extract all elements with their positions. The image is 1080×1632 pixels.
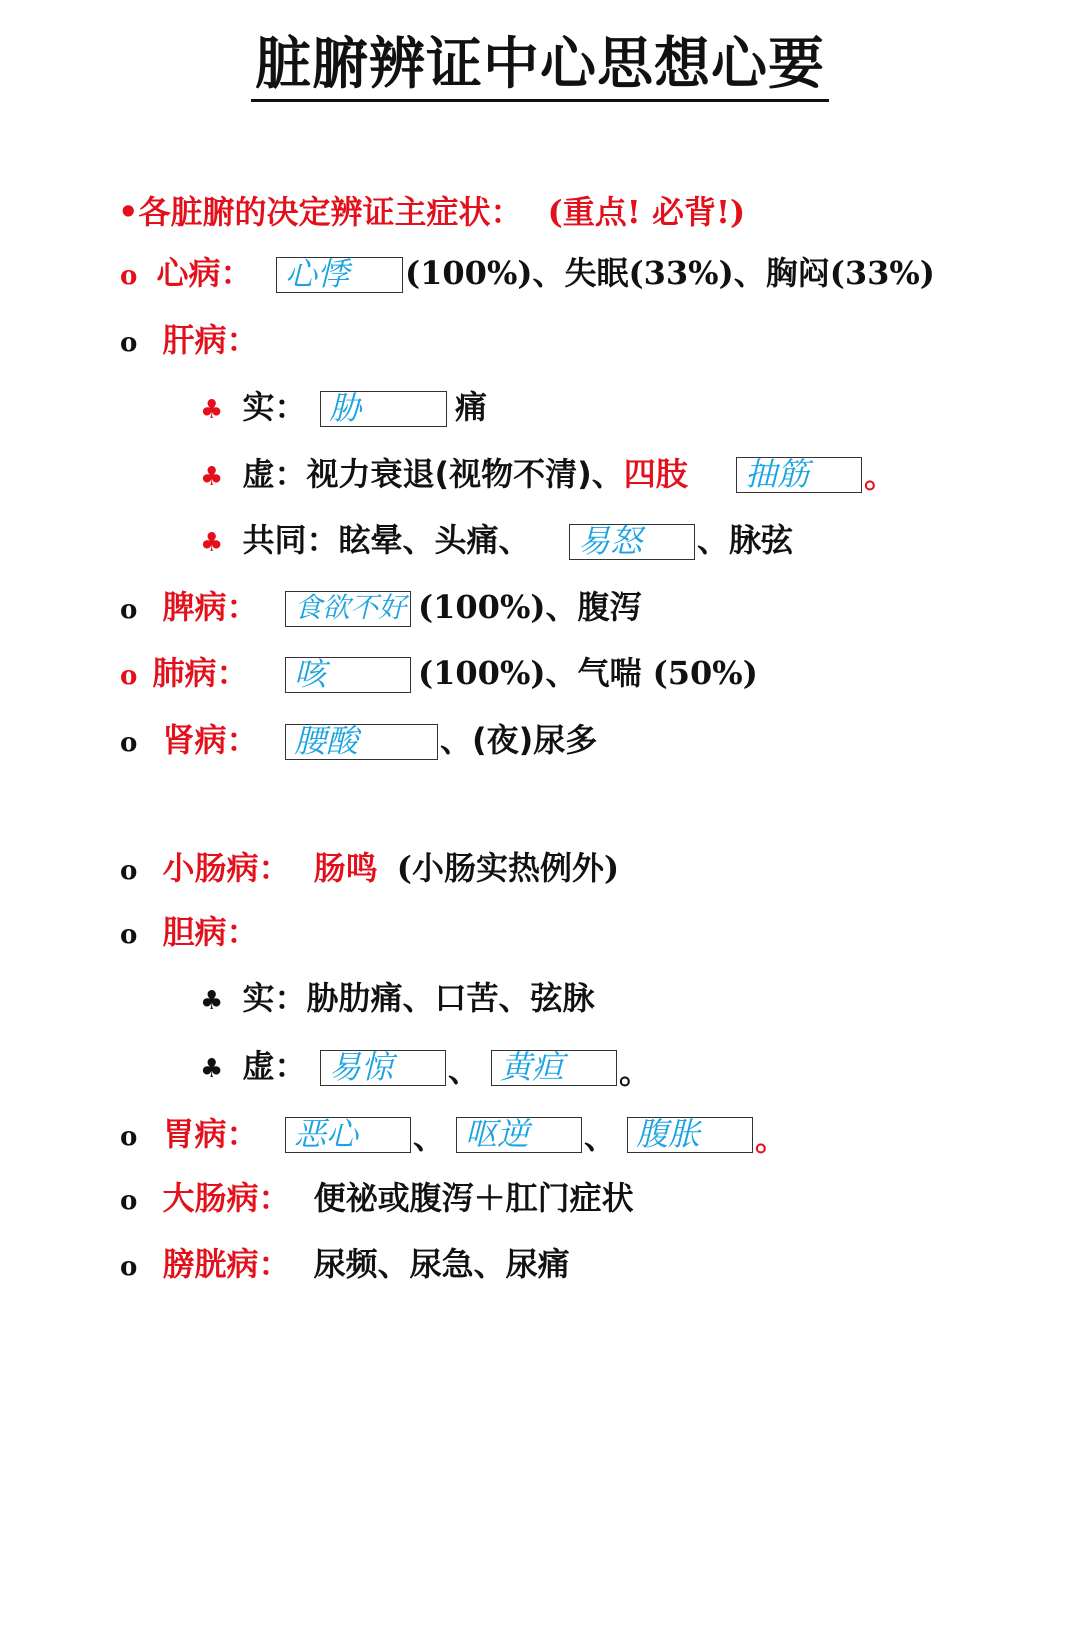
stomach-answer-2: 呕逆 bbox=[465, 1115, 530, 1153]
stomach-answer-3: 腹胀 bbox=[636, 1115, 701, 1153]
heart-rest: (100%)、失眠(33%)、胸闷(33%) bbox=[405, 254, 935, 292]
liver-shi-label: 实： bbox=[242, 388, 307, 426]
stomach-answer-box-1 bbox=[285, 1117, 411, 1153]
stomach-sep-2: 、 bbox=[584, 1118, 617, 1156]
heading-note: (重点! 必背!) bbox=[547, 193, 746, 231]
bullet-marker: o bbox=[120, 1186, 138, 1216]
spleen-label: 脾病： bbox=[162, 588, 259, 626]
large-intestine-row bbox=[120, 1178, 634, 1221]
gallbladder-shi-label: 实： bbox=[242, 979, 307, 1017]
liver-label: 肝病： bbox=[162, 321, 259, 359]
bullet-marker: o bbox=[120, 920, 138, 950]
stomach-sep-1: 、 bbox=[413, 1118, 446, 1156]
small-intestine-row bbox=[120, 848, 619, 891]
gallbladder-shi-row bbox=[200, 978, 594, 1021]
club-icon: ♣ bbox=[200, 1054, 224, 1084]
club-icon: ♣ bbox=[200, 462, 224, 492]
lung-rest: (100%)、气喘 (50%) bbox=[418, 654, 758, 692]
spleen-row bbox=[120, 587, 259, 630]
kidney-row bbox=[120, 720, 259, 763]
bullet-marker: o bbox=[120, 728, 138, 758]
liver-common-text: 眩晕、头痛、 bbox=[338, 521, 531, 559]
lung-label: 肺病： bbox=[152, 654, 249, 692]
stomach-answer-box-3 bbox=[627, 1117, 753, 1153]
gallbladder-xu-answer-box-1 bbox=[320, 1050, 446, 1086]
heading-text: 各脏腑的决定辨证主症状： bbox=[138, 193, 523, 231]
kidney-label: 肾病： bbox=[162, 721, 259, 759]
gallbladder-row bbox=[120, 912, 259, 955]
bullet-marker: o bbox=[120, 661, 138, 691]
gallbladder-xu-sep: 、 bbox=[448, 1051, 481, 1089]
heart-answer-box bbox=[276, 257, 403, 293]
liver-shi-answer-box bbox=[320, 391, 447, 427]
gallbladder-xu-label: 虚： bbox=[242, 1047, 307, 1085]
club-icon: ♣ bbox=[200, 986, 224, 1016]
bullet-marker: o bbox=[120, 856, 138, 886]
spleen-answer-box bbox=[285, 591, 411, 627]
kidney-rest: 、(夜)尿多 bbox=[440, 721, 598, 759]
small-intestine-red: 肠鸣 bbox=[313, 849, 378, 887]
stomach-answer-box-2 bbox=[456, 1117, 582, 1153]
gallbladder-xu-answer-2: 黄疸 bbox=[500, 1048, 565, 1086]
liver-common-row bbox=[200, 520, 530, 563]
gallbladder-xu-answer-box-2 bbox=[491, 1050, 617, 1086]
heart-label: 心病： bbox=[156, 254, 253, 292]
gallbladder-xu-end: 。 bbox=[619, 1053, 652, 1091]
liver-xu-text: 视力衰退(视物不清)、 bbox=[306, 455, 624, 493]
liver-row bbox=[120, 320, 259, 363]
bladder-row bbox=[120, 1244, 570, 1287]
bullet-marker: o bbox=[120, 328, 138, 358]
bladder-label: 膀胱病： bbox=[162, 1245, 291, 1283]
liver-common-answer-box bbox=[569, 524, 695, 560]
bullet-marker: o bbox=[120, 1252, 138, 1282]
small-intestine-label: 小肠病： bbox=[162, 849, 291, 887]
liver-xu-row bbox=[200, 454, 688, 497]
page-title bbox=[0, 20, 1080, 100]
kidney-answer-box bbox=[285, 724, 438, 760]
stomach-row bbox=[120, 1114, 259, 1157]
bullet-marker: o bbox=[120, 261, 138, 291]
liver-shi-row bbox=[200, 387, 306, 430]
lung-row bbox=[120, 653, 249, 696]
liver-common-end: 、脉弦 bbox=[697, 521, 794, 559]
page-title-text: 脏腑辨证中心思想心要 bbox=[251, 32, 829, 102]
club-icon: ♣ bbox=[200, 528, 224, 558]
small-intestine-rest: (小肠实热例外) bbox=[396, 849, 620, 887]
spleen-answer: 食欲不好 bbox=[294, 591, 407, 624]
liver-xu-end: 。 bbox=[864, 457, 897, 495]
liver-common-label: 共同： bbox=[242, 521, 339, 559]
spleen-rest: (100%)、腹泻 bbox=[418, 588, 642, 626]
liver-xu-red: 四肢 bbox=[623, 455, 688, 493]
gallbladder-xu-answer-1: 易惊 bbox=[329, 1048, 394, 1086]
large-intestine-label: 大肠病： bbox=[162, 1179, 291, 1217]
heart-answer: 心悸 bbox=[285, 255, 350, 293]
lung-answer: 咳 bbox=[294, 655, 327, 693]
liver-common-answer: 易怒 bbox=[578, 522, 643, 560]
stomach-end: 。 bbox=[755, 1120, 788, 1158]
stomach-answer-1: 恶心 bbox=[294, 1115, 359, 1153]
gallbladder-label: 胆病： bbox=[162, 913, 259, 951]
bullet-marker: o bbox=[120, 595, 138, 625]
heading-bullet: • bbox=[118, 193, 139, 231]
liver-xu-label: 虚： bbox=[242, 455, 307, 493]
bladder-text: 尿频、尿急、尿痛 bbox=[313, 1245, 570, 1283]
heart-row bbox=[120, 253, 253, 296]
large-intestine-text: 便祕或腹泻＋肛门症状 bbox=[313, 1179, 634, 1217]
lung-answer-box bbox=[285, 657, 411, 693]
liver-shi-rest: 痛 bbox=[455, 388, 488, 426]
key-symptoms-heading bbox=[118, 192, 745, 232]
stomach-label: 胃病： bbox=[162, 1115, 259, 1153]
liver-shi-answer: 胁 bbox=[329, 389, 362, 427]
liver-xu-answer: 抽筋 bbox=[745, 455, 810, 493]
kidney-answer: 腰酸 bbox=[294, 722, 359, 760]
bullet-marker: o bbox=[120, 1122, 138, 1152]
club-icon: ♣ bbox=[200, 395, 224, 425]
gallbladder-xu-row bbox=[200, 1046, 306, 1089]
liver-xu-answer-box bbox=[736, 457, 862, 493]
gallbladder-shi-text: 胁肋痛、口苦、弦脉 bbox=[306, 979, 595, 1017]
